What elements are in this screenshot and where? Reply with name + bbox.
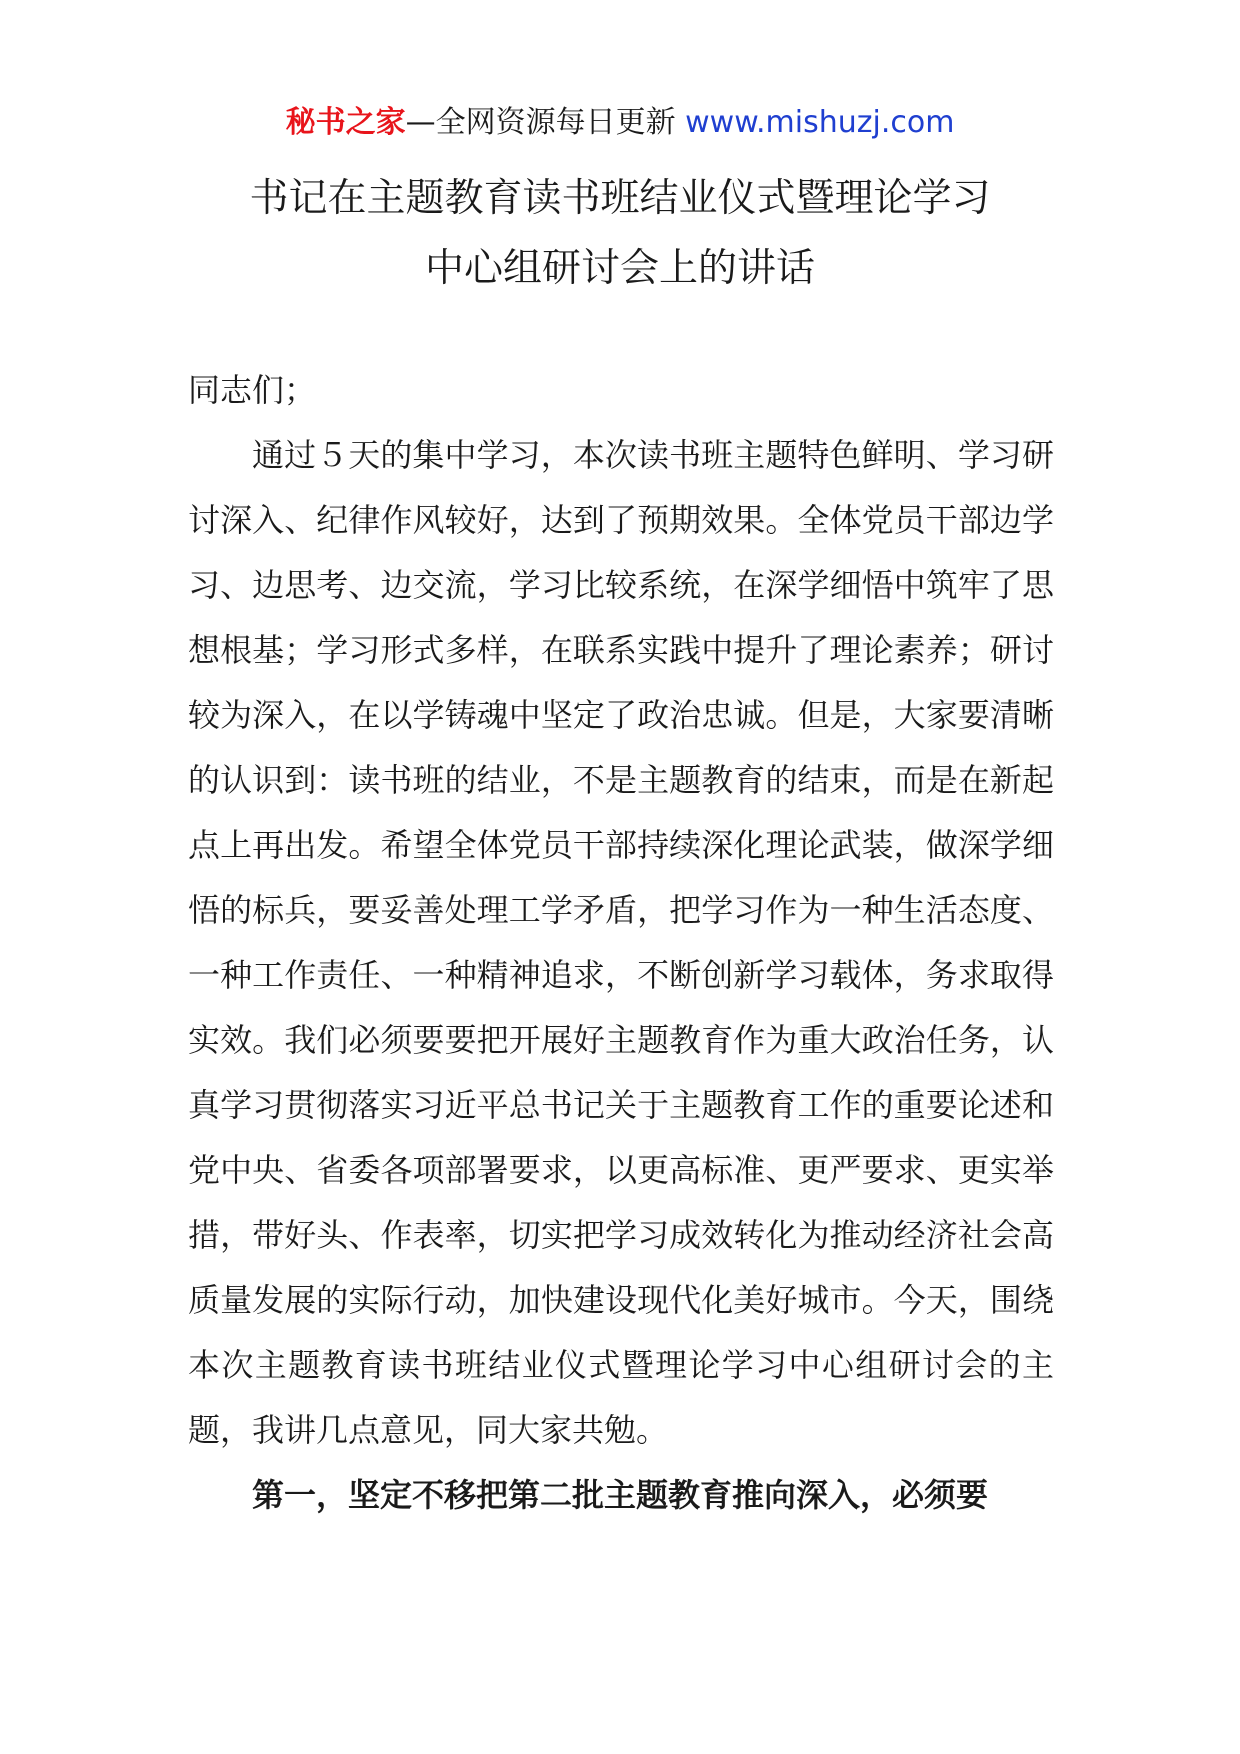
document-body bbox=[188, 358, 1054, 1528]
body-paragraph: 通过５天的集中学习，本次读书班主题特色鲜明、学习研讨深入、纪律作风较好，达到了预期效果。全体党员干部边学习、边思考、边交流，学习比较系统，在深学细悟中筑牢了思想根基；学习形式多样，在联系实践中提升了理论素养；研讨较为深入，在以学铸魂中坚定了政治忠诚。但是，大家要清晰的认识到：读书班的结业，不是主题教育的结束，而是在新起点上再出发。希望全体党员干部持续深化理论武装，做深学细悟的标兵，要妥善处理工学矛盾，把学习作为一种生活态度、一种工作责任、一种精神追求，不断创新学习载体，务求取得实效。我们必须要要把开展好主题教育作为重大政治任务，认真学习贯彻落实习近平总书记关于主题教育工作的重要论述和党中央、省委各项部署要求，以更高标准、更严要求、更实举措，带好头、作表率，切实把学习成效转化为推动经济社会高质量发展的实际行动，加快建设现代化美好城市。今天，围绕本次主题教育读书班结业仪式暨理论学习中心组研讨会的主题，我讲几点意见，同大家共勉。 bbox=[188, 436, 1054, 1449]
site-url-link[interactable]: www.mishuzj.com bbox=[685, 105, 955, 140]
title-line-1: 书记在主题教育读书班结业仪式暨理论学习 bbox=[249, 176, 991, 221]
site-header bbox=[0, 100, 1240, 146]
salutation: 同志们； bbox=[188, 371, 317, 409]
brand-name: 秘书之家 bbox=[285, 105, 406, 140]
title-line-2: 中心组研讨会上的讲话 bbox=[424, 246, 815, 291]
section-heading-paragraph: 第一，坚定不移把第二批主题教育推向深入，必须要 bbox=[252, 1476, 989, 1514]
header-tagline: —全网资源每日更新 bbox=[405, 105, 686, 140]
document-title bbox=[0, 164, 1240, 304]
